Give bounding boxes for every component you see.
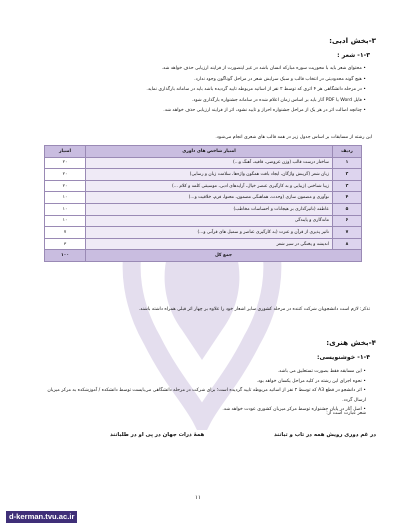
verse-right: در غم دوری رویش همه در تاب و تبانند xyxy=(274,432,376,438)
table-row xyxy=(45,215,362,227)
col-header-score: امتیاز xyxy=(45,146,86,158)
list-item: • در مرحله دانشگاهی هر ۴ اثری که توسط ۲ نفر از اساتید مربوطه تایید گردیده باشد باید در سامانه بارگذاری نماید. xyxy=(36,85,366,96)
table-row xyxy=(45,227,362,239)
criterion-cell: عاطفه (تاثیرگذاری بر هیجانات و احساسات مخاطب) xyxy=(86,203,333,215)
calligraphy-rules-list xyxy=(36,367,366,415)
table-row xyxy=(45,192,362,204)
table-intro: این رشته از مسابقات بر اساس جدول زیر در همه قالب های شعری انجام می‌شود. xyxy=(215,135,372,140)
poem-label: شعر عبارت است از: xyxy=(326,411,366,416)
poetry-subheading: ۱-۳- شعر : xyxy=(337,52,370,59)
list-item: • هیچ گونه محدودیتی در انتخاب قالب و سبک سرایش شعر در مراحل گوناگون وجود ندارد. xyxy=(36,75,366,86)
table-row xyxy=(45,169,362,181)
list-item: • محتوای شعر باید با محوریت سوره مبارکه انسان باشد در غیر اینصورت از فرایند ارزیابی حذف خواهد شد. xyxy=(36,64,366,75)
row-number: ۲ xyxy=(333,169,362,181)
list-item: • فایل Word یا PDF آثار باید بر اساس زمان اعلام شده در سامانه جشنواره بارگذاری شود. xyxy=(36,96,366,107)
row-number: ۸ xyxy=(333,238,362,250)
verse-left: همهٔ ذرات جهان در پی او در طلبانند xyxy=(110,432,205,438)
list-item: • چنانچه اصالت اثر در هر یک از مراحل جشنواره احراز و تایید نشود، اثر از فرایند ارزیابی حذف خواهد شد. xyxy=(36,106,366,117)
total-label: جمع کل xyxy=(86,250,362,262)
col-header-criterion: امتیاز شاخص های داوری xyxy=(86,146,333,158)
calligraphy-subheading: ۱-۴- خوشنویسی: xyxy=(316,354,370,361)
list-item: • نحوه اجرای این رشته در کلیه مراحل یکسان خواهد بود. xyxy=(36,377,366,387)
score-cell: ۷ xyxy=(45,227,86,239)
list-item: • اصل آثار در پایان جشنواره توسط مرکز میزبان کشوری عودت خواهد شد. xyxy=(36,405,366,415)
scoring-criteria-table xyxy=(44,145,362,262)
table-row xyxy=(45,203,362,215)
score-cell: ۳ xyxy=(45,238,86,250)
table-header-row xyxy=(45,146,362,158)
table-row xyxy=(45,157,362,169)
score-cell: ۲۰ xyxy=(45,157,86,169)
row-number: ۶ xyxy=(333,215,362,227)
criterion-cell: ساختار درست قالب (وزن عروضی، قافیه، آهنگ و...) xyxy=(86,157,333,169)
total-score: ۱۰۰ xyxy=(45,250,86,262)
footer-bar xyxy=(0,508,406,525)
score-cell: ۱۰ xyxy=(45,215,86,227)
criterion-cell: اندیشه و پختگی در سیر شعر xyxy=(86,238,333,250)
list-item: • این مسابقه فقط بصورت تستعلیق می باشد. xyxy=(36,367,366,377)
section-3-heading: ۳-بخش ادبی: xyxy=(329,36,376,45)
row-number: ۳ xyxy=(333,180,362,192)
row-number: ۱ xyxy=(333,157,362,169)
criterion-cell: نوآوری و مضمون سازی (وحدت، هماهنگی مضمون، محتوا، فرم، خلاقیت و...) xyxy=(86,192,333,204)
row-number: ۷ xyxy=(333,227,362,239)
list-item: • اثر دانشجو در قطع A3 که توسط ۲ نفر از اساتید مربوطه تایید گردیده است؛ برای شرکت در مرحله دانشگاهی می‌بایست توسط دانشکده / آموزشکده به مرکز میزبان ارسال گردد. xyxy=(36,386,366,405)
score-cell: ۱۰ xyxy=(45,203,86,215)
table-total-row xyxy=(45,250,362,262)
table-row xyxy=(45,180,362,192)
criterion-cell: تاثیر پذیری از قرآن و عترت (به کارگیری عناصر و سمبل های قرآنی و...) xyxy=(86,227,333,239)
score-cell: ۲۰ xyxy=(45,169,86,181)
criterion-cell: ماندگاری و پایندگی xyxy=(86,215,333,227)
page-number: ۱۱ xyxy=(195,495,201,501)
row-number: ۴ xyxy=(333,192,362,204)
criterion-cell: زبان شعر (گزینش واژگان، ایجاد بافت همگون واژه‌ها، سلامت زبان و رسایی) xyxy=(86,169,333,181)
section-4-heading: ۴-بخش هنری: xyxy=(326,338,376,347)
site-url-label: d-kerman.tvu.ac.ir xyxy=(6,511,77,523)
col-header-row-num: ردیف xyxy=(333,146,362,158)
criterion-cell: زیبا شناختی (زیبایی و به کارگیری عنصر خیال، آرایه‌های ادبی، موسیقی کلمه و کلام ...) xyxy=(86,180,333,192)
score-cell: ۲۰ xyxy=(45,180,86,192)
table-row xyxy=(45,238,362,250)
score-cell: ۱۰ xyxy=(45,192,86,204)
poetry-rules-list xyxy=(36,64,366,117)
note-text: تذکر: لازم است دانشجویان شرکت کننده در مرحله کشوری سایر اشعار خود را علاوه بر چهار اثر قبلی همراه داشته باشند. xyxy=(138,307,370,312)
row-number: ۵ xyxy=(333,203,362,215)
